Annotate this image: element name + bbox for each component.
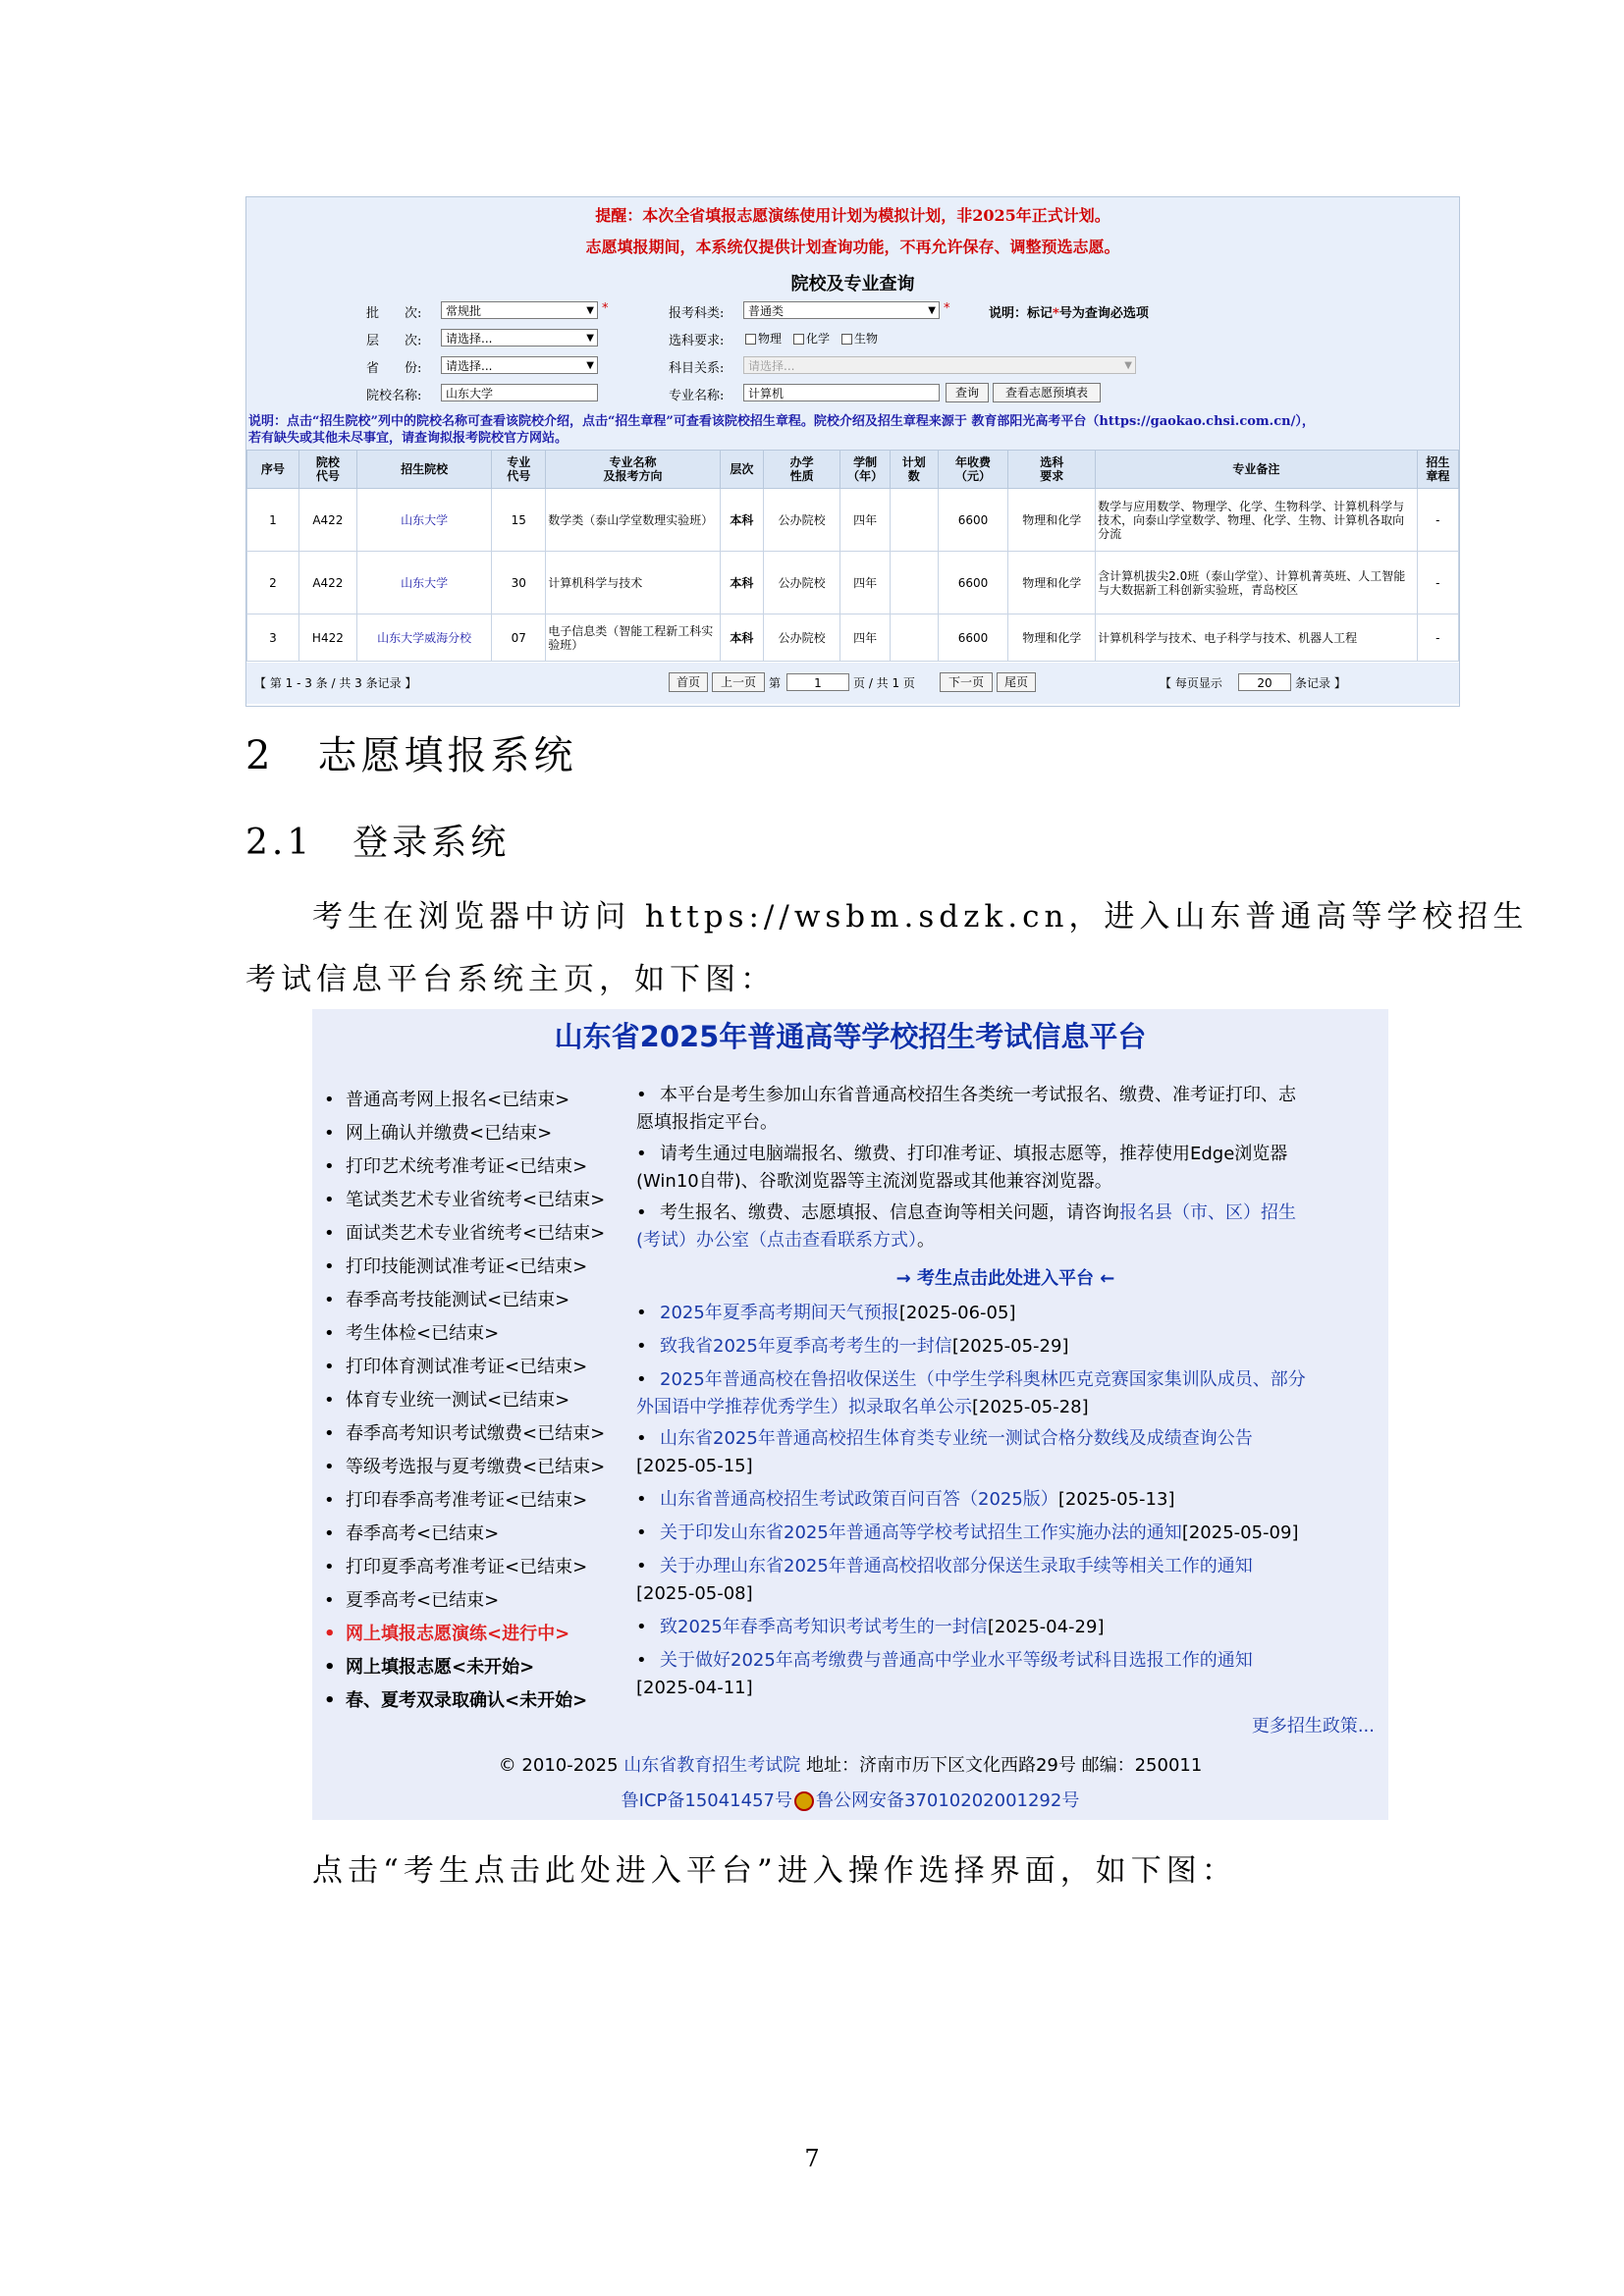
- info-note: [248, 413, 1456, 447]
- per-page-prefix: 【 每页显示: [1160, 676, 1222, 690]
- col-header: 院校 代号: [298, 451, 356, 489]
- cell-fee: 6600: [938, 489, 1008, 552]
- news-item[interactable]: • 山东省2025年普通高校招生体育类专业统一测试合格分数线及成绩查询公告 [2025-05-15]: [636, 1428, 1253, 1476]
- cell-requirement: 物理和化学: [1008, 614, 1096, 662]
- reminder-line-2: 志愿填报期间，本系统仅提供计划查询功能，不再允许保存、调整预选志愿。: [585, 238, 1120, 256]
- cell-nature: 公办院校: [764, 489, 840, 552]
- first-page-button[interactable]: 首页: [669, 672, 708, 692]
- cell-nature: 公办院校: [764, 614, 840, 662]
- col-header: 专业备注: [1096, 451, 1418, 489]
- more-policies-link[interactable]: 更多招生政策...: [1251, 1716, 1375, 1736]
- cell-remark: 含计算机拔尖2.0班（泰山学堂）、计算机菁英班、人工智能与大数据新工科创新实验班，青岛校区: [1096, 552, 1418, 614]
- menu-item[interactable]: • 考生体检<已结束>: [324, 1319, 499, 1345]
- cell-plan: [890, 552, 938, 614]
- enter-platform-link[interactable]: → 考生点击此处进入平台 ←: [895, 1268, 1115, 1289]
- charter-link[interactable]: -: [1417, 552, 1458, 614]
- menu-item[interactable]: • 春季高考知识考试缴费<已结束>: [324, 1419, 605, 1445]
- last-page-button[interactable]: 尾页: [997, 672, 1036, 692]
- next-page-button[interactable]: 下一页: [940, 672, 993, 692]
- intro-paragraph: • 本平台是考生参加山东省普通高校招生各类统一考试报名、缴费、准考证打印、志 愿填报指定平台。: [636, 1085, 1296, 1133]
- chevron-down-icon: ▼: [586, 333, 594, 344]
- menu-item-active[interactable]: • 网上填报志愿演练<进行中>: [324, 1620, 569, 1645]
- cell-duration: 四年: [840, 552, 891, 614]
- paragraph-line: 考生在浏览器中访问 https://wsbm.sdzk.cn，进入山东普通高等学校招生: [312, 899, 1529, 934]
- police-badge-icon: [794, 1791, 814, 1811]
- table-row: [247, 614, 1459, 662]
- col-header: 序号: [247, 451, 299, 489]
- menu-item[interactable]: • 春季高考技能测试<已结束>: [324, 1286, 569, 1311]
- cell-major-name: 计算机科学与技术: [546, 552, 720, 614]
- subsection-heading: 2.1 登录系统: [245, 823, 511, 863]
- relation-label: 科目关系:: [669, 361, 725, 376]
- checkbox-chemistry[interactable]: 化学: [793, 330, 830, 347]
- news-item[interactable]: • 关于做好2025年高考缴费与普通高中学业水平等级考试科目选报工作的通知 [2025-04-11]: [636, 1650, 1253, 1698]
- cell-duration: 四年: [840, 489, 891, 552]
- menu-item[interactable]: • 笔试类艺术专业省统考<已结束>: [324, 1186, 605, 1211]
- page-suffix: 页 / 共 1 页: [853, 676, 915, 690]
- contact-link[interactable]: (考试）办公室（点击查看联系方式）: [636, 1230, 918, 1251]
- exam-authority-link[interactable]: 山东省教育招生考试院: [623, 1755, 801, 1776]
- major-label: 专业名称:: [669, 389, 725, 403]
- news-item[interactable]: • 山东省普通高校招生考试政策百问百答（2025版）[2025-05-13]: [636, 1489, 1175, 1510]
- province-value: 请选择...: [446, 359, 493, 373]
- info-line-1: 说明：点击“招生院校”列中的院校名称可查看该院校介绍，点击“招生章程”可查看该院校招生章程。院校介绍及招生章程来源于 教育部阳光高考平台（https://gaokao.chsi.com.cn/），: [248, 414, 1315, 429]
- per-page-suffix: 条记录 】: [1295, 676, 1346, 690]
- news-item[interactable]: • 关于办理山东省2025年普通高校招收部分保送生录取手续等相关工作的通知 [2025-05-08]: [636, 1556, 1253, 1604]
- menu-item[interactable]: • 春季高考<已结束>: [324, 1520, 499, 1545]
- cell-duration: 四年: [840, 614, 891, 662]
- col-header: 年收费 （元）: [938, 451, 1008, 489]
- subject-value: 普通类: [748, 304, 785, 318]
- batch-select[interactable]: [441, 301, 598, 319]
- col-header: 计划 数: [890, 451, 938, 489]
- menu-item[interactable]: • 春、夏考双录取确认<未开始>: [324, 1686, 587, 1712]
- cell-level: 本科: [720, 489, 763, 552]
- charter-link[interactable]: -: [1417, 614, 1458, 662]
- checkbox-physics[interactable]: 物理: [745, 330, 782, 347]
- major-input[interactable]: [743, 384, 940, 401]
- table-header-row: [247, 451, 1459, 489]
- cell-fee: 6600: [938, 552, 1008, 614]
- school-link[interactable]: 山东大学: [356, 489, 491, 552]
- section-heading: 2 志愿填报系统: [245, 733, 577, 778]
- cell-index: 2: [247, 552, 299, 614]
- portal-screenshot: [312, 1009, 1388, 1820]
- school-link[interactable]: 山东大学: [356, 552, 491, 614]
- col-header: 学制 （年）: [840, 451, 891, 489]
- col-header: 专业名称 及报考方向: [546, 451, 720, 489]
- required-note: 说明：标记*号为查询必选项: [989, 306, 1149, 321]
- subject-select[interactable]: [743, 301, 940, 319]
- info-line-2: 若有缺失或其他未尽事宜，请查询拟报考院校官方网站。: [248, 431, 568, 446]
- cell-school-code: A422: [298, 489, 356, 552]
- cell-remark: 计算机科学与技术、电子科学与技术、机器人工程: [1096, 614, 1418, 662]
- table-row: [247, 489, 1459, 552]
- query-button[interactable]: 查询: [946, 383, 989, 402]
- reminder-line-1: 提醒：本次全省填报志愿演练使用计划为模拟计划，非2025年正式计划。: [595, 206, 1110, 225]
- menu-item[interactable]: • 等级考选报与夏考缴费<已结束>: [324, 1453, 605, 1478]
- col-header: 办学 性质: [764, 451, 840, 489]
- query-panel-screenshot: [245, 196, 1460, 707]
- cell-school-code: A422: [298, 552, 356, 614]
- major-value: 计算机: [748, 387, 785, 400]
- level-label: 层 次:: [366, 334, 422, 348]
- col-header: 选科 要求: [1008, 451, 1096, 489]
- prev-page-button[interactable]: 上一页: [712, 672, 765, 692]
- col-header: 层次: [720, 451, 763, 489]
- batch-value: 常规批: [446, 304, 482, 318]
- cell-major-code: 07: [492, 614, 546, 662]
- school-value: 山东大学: [446, 387, 494, 400]
- menu-item[interactable]: • 普通高考网上报名<已结束>: [324, 1086, 569, 1111]
- chevron-down-icon: ▼: [586, 360, 594, 371]
- intro-paragraph: • 考生报名、缴费、志愿填报、信息查询等相关问题，请咨询报名县（市、区）招生 (考试）办公室（点击查看联系方式）。: [636, 1202, 1296, 1251]
- cell-requirement: 物理和化学: [1008, 489, 1096, 552]
- page-prefix: 第: [769, 676, 782, 690]
- cell-index: 3: [247, 614, 299, 662]
- results-table: [246, 450, 1459, 662]
- cell-major-code: 30: [492, 552, 546, 614]
- news-item[interactable]: • 致2025年春季高考知识考试考生的一封信[2025-04-29]: [636, 1617, 1105, 1637]
- view-table-button[interactable]: 查看志愿预填表: [993, 383, 1101, 402]
- news-item[interactable]: • 致我省2025年夏季高考考生的一封信[2025-05-29]: [636, 1336, 1069, 1357]
- level-value: 请选择...: [446, 332, 493, 346]
- required-star: *: [602, 301, 609, 316]
- batch-label: 批 次:: [366, 306, 422, 321]
- intro-paragraph: • 请考生通过电脑端报名、缴费、打印准考证、填报志愿等，推荐使用Edge浏览器 (Win10自带)、谷歌浏览器等主流浏览器或其他兼容浏览器。: [636, 1144, 1288, 1192]
- query-title: 院校及专业查询: [790, 274, 915, 294]
- per-page-input[interactable]: 20: [1238, 673, 1291, 691]
- charter-link[interactable]: -: [1417, 489, 1458, 552]
- cell-plan: [890, 614, 938, 662]
- school-label: 院校名称:: [366, 389, 422, 403]
- cell-plan: [890, 489, 938, 552]
- level-select[interactable]: [441, 329, 598, 347]
- news-item[interactable]: • 2025年夏季高考期间天气预报[2025-06-05]: [636, 1303, 1016, 1323]
- relation-select: [743, 356, 1136, 374]
- menu-item[interactable]: • 打印技能测试准考证<已结束>: [324, 1253, 587, 1278]
- cell-remark: 数学与应用数学、物理学、化学、生物科学、计算机科学与技术，向泰山学堂数学、物理、化学、生物、计算机各取向分流: [1096, 489, 1418, 552]
- cell-major-name: 数学类（泰山学堂数理实验班）: [546, 489, 720, 552]
- query-form: [246, 197, 1459, 454]
- province-label: 省 份:: [366, 361, 422, 376]
- cell-level: 本科: [720, 614, 763, 662]
- cell-school-code: H422: [298, 614, 356, 662]
- relation-value: 请选择...: [748, 359, 795, 373]
- chevron-down-icon: ▼: [928, 305, 936, 316]
- menu-item[interactable]: • 体育专业统一测试<已结束>: [324, 1386, 569, 1412]
- menu-item[interactable]: • 网上确认并缴费<已结束>: [324, 1119, 552, 1145]
- checkbox-biology[interactable]: 生物: [841, 330, 878, 347]
- news-item[interactable]: • 关于印发山东省2025年普通高等学校考试招生工作实施办法的通知[2025-05-09]: [636, 1522, 1299, 1543]
- cell-index: 1: [247, 489, 299, 552]
- paragraph-line: 点击“考生点击此处进入平台”进入操作选择界面，如下图：: [312, 1853, 1237, 1889]
- menu-item[interactable]: • 网上填报志愿<未开始>: [324, 1653, 534, 1679]
- col-header: 专业 代号: [492, 451, 546, 489]
- school-link[interactable]: 山东大学威海分校: [356, 614, 491, 662]
- chevron-down-icon: ▼: [586, 305, 594, 316]
- cell-major-code: 15: [492, 489, 546, 552]
- cell-fee: 6600: [938, 614, 1008, 662]
- menu-item[interactable]: • 面试类艺术专业省统考<已结束>: [324, 1219, 605, 1245]
- chevron-down-icon: ▼: [1124, 360, 1132, 371]
- col-header: 招生院校: [356, 451, 491, 489]
- subject-label: 报考科类:: [669, 306, 725, 321]
- requirement-label: 选科要求:: [669, 334, 725, 348]
- pager-bar: [246, 663, 1459, 704]
- news-item[interactable]: • 2025年普通高校在鲁招收保送生（中学生学科奥林匹克竞赛国家集训队成员、部分 外国语中学推荐优秀学生）拟录取名单公示[2025-05-28]: [636, 1369, 1306, 1417]
- page-input[interactable]: 1: [786, 673, 849, 691]
- icp-link[interactable]: 鲁ICP备15041457号: [621, 1790, 792, 1811]
- cell-nature: 公办院校: [764, 552, 840, 614]
- menu-item[interactable]: • 打印艺术统考准考证<已结束>: [324, 1152, 587, 1178]
- required-star: *: [944, 301, 950, 316]
- cell-requirement: 物理和化学: [1008, 552, 1096, 614]
- page-number: 7: [804, 2145, 820, 2172]
- menu-item[interactable]: • 夏季高考<已结束>: [324, 1586, 499, 1612]
- cell-level: 本科: [720, 552, 763, 614]
- menu-item[interactable]: • 打印夏季高考准考证<已结束>: [324, 1553, 587, 1578]
- cell-major-name: 电子信息类（智能工程新工科实验班）: [546, 614, 720, 662]
- record-range: 【 第 1 - 3 条 / 共 3 条记录 】: [254, 676, 417, 690]
- paragraph-line: 考试信息平台系统主页，如下图：: [245, 962, 776, 997]
- contact-link[interactable]: 报名县（市、区）招生: [1119, 1202, 1296, 1223]
- portal-title: 山东省2025年普通高等学校招生考试信息平台: [554, 1020, 1147, 1053]
- footer-icp-line: [312, 1787, 1388, 1812]
- province-select[interactable]: [441, 356, 598, 374]
- table-row: [247, 552, 1459, 614]
- footer-line: © 2010-2025 山东省教育招生考试院 地址：济南市历下区文化西路29号 邮编：250011: [498, 1755, 1203, 1776]
- col-header: 招生 章程: [1417, 451, 1458, 489]
- school-input[interactable]: [441, 384, 598, 401]
- police-record-link[interactable]: 鲁公网安备37010202001292号: [816, 1790, 1080, 1811]
- menu-item[interactable]: • 打印体育测试准考证<已结束>: [324, 1353, 587, 1378]
- menu-item[interactable]: • 打印春季高考准考证<已结束>: [324, 1486, 587, 1512]
